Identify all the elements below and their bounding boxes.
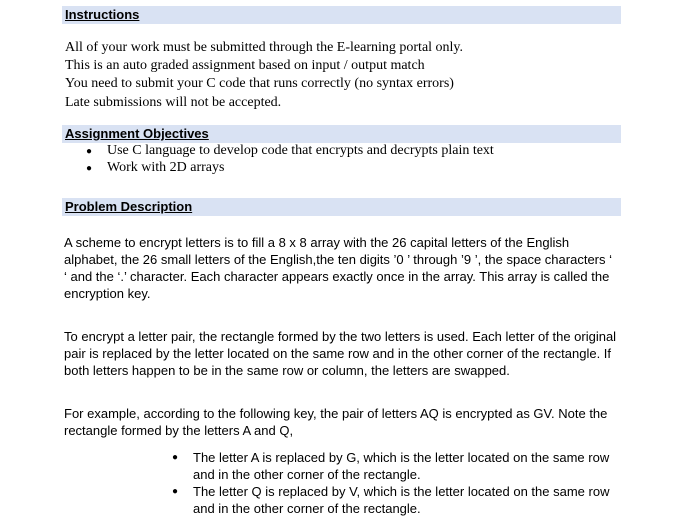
bullet-icon: ● [86, 146, 93, 157]
example-bullet-line: The letter Q is replaced by V, which is the letter located on the same row [193, 484, 610, 499]
bullet-icon: ● [172, 486, 179, 497]
paragraph-line: both letters happen to be in the same row or column, the letters are swapped. [64, 363, 510, 378]
objective-item: Use C language to develop code that encrypts and decrypts plain text [107, 143, 494, 158]
paragraph-line: alphabet, the 26 small letters of the English,the ten digits ’0 ’ through ’9 ’, the space characters ‘ [64, 252, 612, 267]
objectives-heading: Assignment Objectives [65, 126, 209, 141]
bullet-icon: ● [172, 452, 179, 463]
instruction-line: This is an auto graded assignment based on input / output match [65, 58, 425, 73]
instruction-line: Late submissions will not be accepted. [65, 95, 282, 110]
instructions-heading-bar [62, 6, 621, 24]
problem-heading-bar [62, 198, 621, 216]
example-bullet-line: and in the other corner of the rectangle. [193, 467, 421, 482]
paragraph-line: pair is replaced by the letter located on the same row and in the other corner of the rectangle. If [64, 346, 612, 361]
example-bullet-line: and in the other corner of the rectangle. [193, 501, 421, 516]
bullet-icon: ● [86, 163, 93, 174]
paragraph-line: rectangle formed by the letters A and Q, [64, 423, 294, 438]
example-bullet-line: The letter A is replaced by G, which is the letter located on the same row [193, 450, 610, 465]
instructions-heading: Instructions [65, 7, 140, 22]
instruction-line: You need to submit your C code that runs correctly (no syntax errors) [65, 76, 454, 91]
problem-heading: Problem Description [65, 199, 193, 214]
paragraph-line: A scheme to encrypt letters is to fill a 8 x 8 array with the 26 capital letters of the English [64, 235, 570, 250]
paragraph-line: encryption key. [64, 286, 151, 301]
objectives-heading-bar [62, 125, 621, 143]
paragraph-line: For example, according to the following key, the pair of letters AQ is encrypted as GV. Note the [64, 406, 608, 421]
paragraph-line: ‘ and the ‘.’ character. Each character appears exactly once in the array. This array is called the [64, 269, 610, 284]
instruction-line: All of your work must be submitted through the E-learning portal only. [65, 40, 464, 55]
paragraph-line: To encrypt a letter pair, the rectangle formed by the two letters is used. Each letter of the original [64, 329, 617, 344]
objective-item: Work with 2D arrays [107, 160, 225, 175]
